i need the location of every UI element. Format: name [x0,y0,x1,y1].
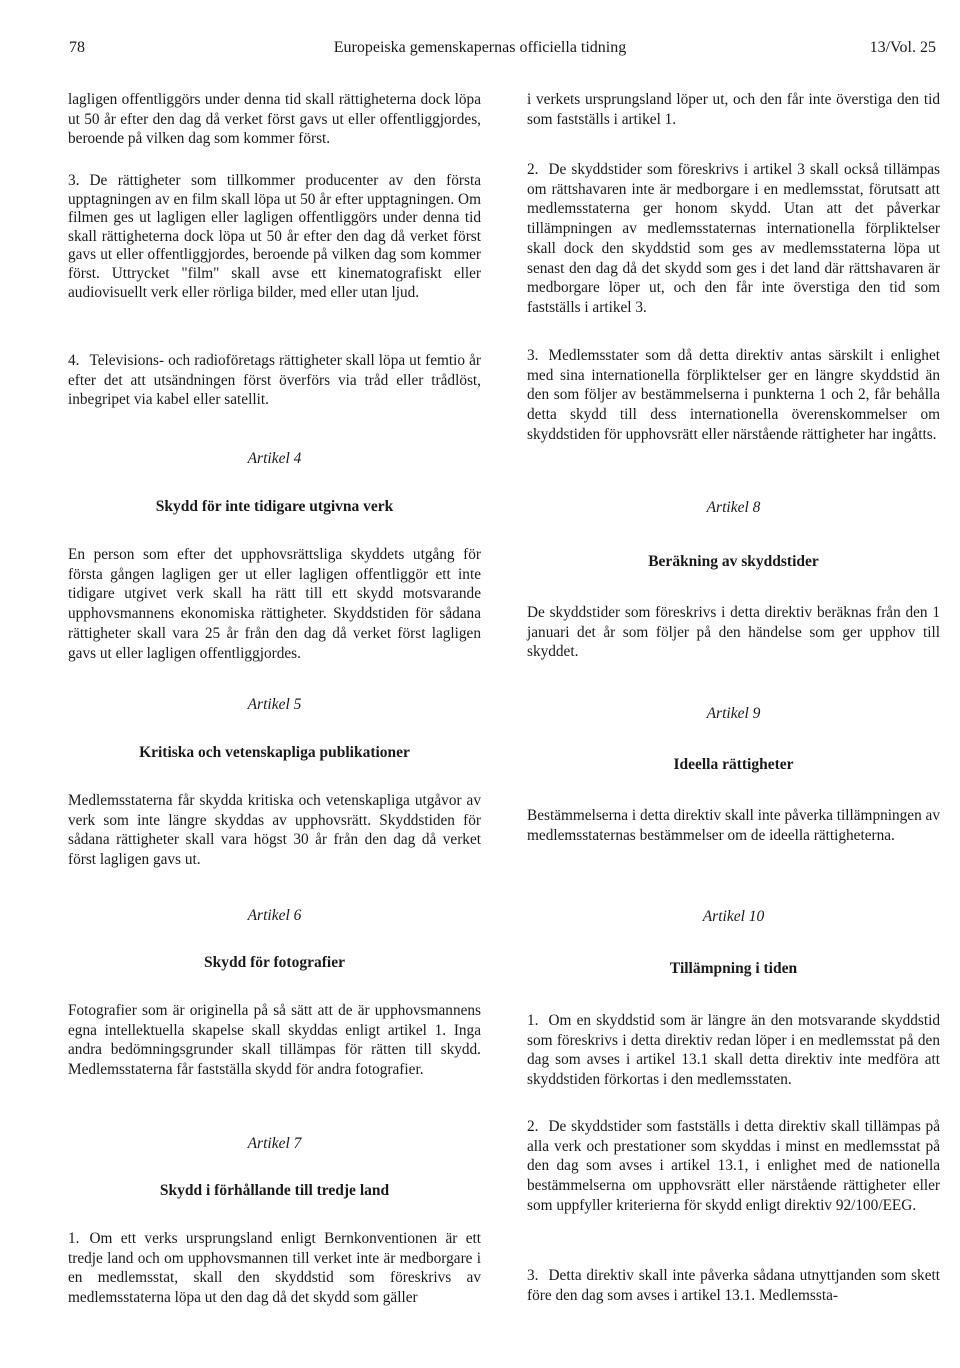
article-10-paragraph-3 [527,1266,940,1305]
article-10-paragraph-1 [527,1011,940,1090]
article-9-title: Ideella rättigheter [673,756,794,773]
paragraph-number: 3. [527,347,539,364]
article-4-title: Skydd för inte tidigare utgivna verk [155,498,394,515]
article-7-paragraph-1 [68,1229,481,1308]
paragraph-3 [527,346,940,445]
paragraph-text: Televisions- och radioföretags rättigheter skall löpa ut femtio år efter det att utsändningen först överförs via tråd eller trådlöst, inbegripet via kabel eller satellit. [68,352,481,409]
paragraph-number: 2. [527,1118,539,1135]
page-number: 78 [69,39,85,56]
continued-paragraph: lagligen offentliggörs under denna tid skall rättigheterna dock löpa ut 50 år efter den dag då verket först gavs ut eller offentliggjordes, beroende på vilken dag som kommer först. [68,91,481,148]
article-10-label: Artikel 10 [702,908,765,925]
article-8-text: De skyddstider som föreskrivs i detta direktiv beräknas från den 1 januari det år som följer på den händelse som ger upphov till skyddet. [527,604,940,661]
paragraph-number: 1. [527,1012,539,1029]
paragraph-text: Detta direktiv skall inte påverka sådana utnyttjanden som skett före den dag som avses i artikel 13.1. Medlemssta- [527,1267,940,1304]
article-7-label: Artikel 7 [247,1135,302,1152]
paragraph-text: Om ett verks ursprungsland enligt Bernkonventionen är ett tredje land och om upphovsmannen till verket inte är medborgare i en medlemsstat, skall den skyddstid som föreskrivs av medlemsstaterna löpa ut den dag då det skydd som gäller [68,1230,481,1307]
article-5-label: Artikel 5 [247,696,302,713]
article-9-text: Bestämmelserna i detta direktiv skall inte påverka tillämpningen av medlemsstaternas bestämmelser om de ideella rättigheterna. [527,807,940,844]
article-8-label: Artikel 8 [706,499,761,516]
paragraph-2 [527,160,940,318]
article-8-title: Beräkning av skyddstider [648,553,819,570]
paragraph-text: Om en skyddstid som är längre än den motsvarande skyddstid som föreskrivs i detta direktiv redan löper i en medlemsstat på den dag som avses i artikel 13.1 skall detta direktiv inte medföra att skyddstiden förkortas i den medlemsstaten. [527,1012,940,1089]
paragraph-number: 4. [68,352,80,369]
article-7-title: Skydd i förhållande till tredje land [159,1182,390,1199]
paragraph-text: De rättigheter som tillkommer producenter av den första upptagningen av en film skall löpa ut 50 år efter upptagningen. Om filmen ges ut lagligen eller lagligen offentliggörs under denna tid skall rättigheterna dock löpa ut 50 år efter den dag då verket först gavs ut eller offentliggjordes, beroende på vilken dag som kommer först. Uttrycket "film" skall avse ett kinematografiskt eller audiovisuellt verk eller rörliga bilder, med eller utan ljud. [68,172,481,301]
article-10-paragraph-2 [527,1117,940,1216]
paragraph-4 [68,351,481,410]
article-4-label: Artikel 4 [247,450,302,467]
article-5-text: Medlemsstaterna får skydda kritiska och vetenskapliga utgåvor av verk som inte längre skyddas av upphovsrätt. Skyddstiden för sådana rättigheter skall vara högst 30 år från den dag då verket först lagligen gavs ut. [68,792,481,869]
article-6-label: Artikel 6 [247,907,302,924]
paragraph-number: 3. [527,1267,539,1284]
paragraph-text: Medlemsstater som då detta direktiv antas särskilt i enlighet med sina internationella förpliktelser ger en längre skyddstid än den som följer av bestämmelserna i punkterna 1 och 2, får behålla detta skydd till dess internationella överenskommelser om skyddstiden för upphovsrätt eller närstående rättigheter har ingåtts. [527,347,940,443]
paragraph-text: De skyddstider som fastställs i detta direktiv skall tillämpas på alla verk och prestationer som skyddas i minst en medlemsstat på den dag som avses i artikel 13.1, i enlighet med de nationella bestämmelserna om upphovsrätt eller närstående rättigheter eller som uppfyller kriterierna för skydd enligt direktiv 92/100/EEG. [527,1118,940,1214]
article-4-text: En person som efter det upphovsrättsliga skyddets utgång för första gången lagligen ger ut eller lagligen offentliggör ett inte tidigare utgivet verk skall ha rätt till ett skydd motsvarande upphovsmannens ekonomiska rättigheter. Skyddstiden för sådana rättigheter skall vara 25 år från den dag då verket först lagligen gavs ut eller lagligen offentliggjordes. [68,546,481,662]
article-9-label: Artikel 9 [706,705,761,722]
article-10-title: Tillämpning i tiden [669,960,798,977]
continued-paragraph: i verkets ursprungsland löper ut, och den får inte överstiga den tid som fastställs i artikel 1. [527,91,940,128]
article-5-title: Kritiska och vetenskapliga publikationer [139,744,410,761]
issue-label: 13/Vol. 25 [869,39,936,56]
journal-title: Europeiska gemenskapernas officiella tidning [333,39,627,56]
paragraph-number: 3. [68,172,80,189]
paragraph-number: 1. [68,1230,80,1247]
article-6-text: Fotografier som är originella på så sätt att de är upphovsmannens egna intellektuella skapelse skall skyddas enligt artikel 1. Inga andra bedömningsgrunder skall tillämpas för rätten till skydd. Medlemsstaterna får fastställa skydd för andra fotografier. [68,1002,481,1079]
article-6-title: Skydd för fotografier [204,954,345,971]
paragraph-number: 2. [527,161,539,178]
paragraph-text: De skyddstider som föreskrivs i artikel 3 skall också tillämpas om rättshavaren inte är medborgare i en medlemsstat, förutsatt att medlemsstaterna ger honom skydd. Utan att det påverkar tillämpningen av medlemsstaternas internationella förpliktelser skall dock den skyddstid som ges av medlemsstaterna löpa ut senast den dag då det skydd som ges i det land där rättshavaren är medborgare löper ut, och den får inte överstiga den tid som fastställs i artikel 3. [527,161,940,316]
paragraph-3 [68,172,481,302]
